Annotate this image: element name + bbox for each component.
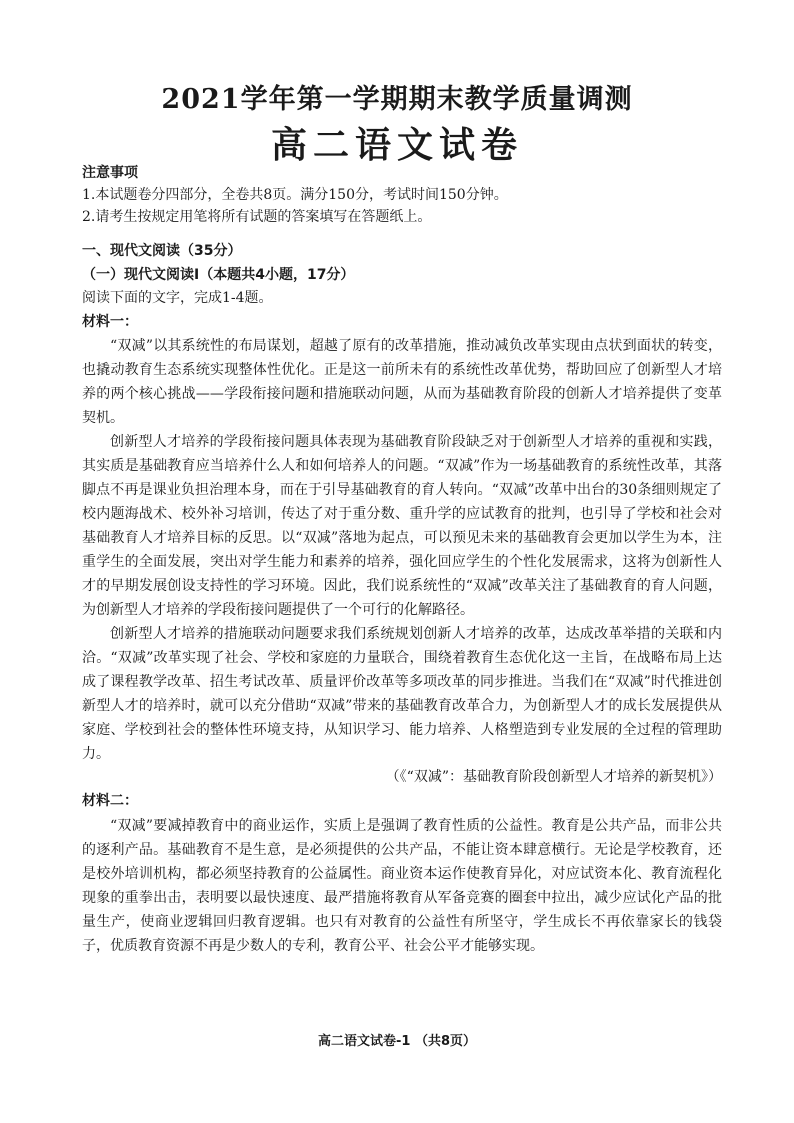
notice-item: 2.请考生按规定用笔将所有试题的答案填写在答题纸上。: [82, 209, 432, 225]
material1-paragraph: 创新型人才培养的学段衔接问题具体表现为基础教育阶段缺乏对于创新型人才培养的重视和实践，其实质是基础教育应当培养什么人和如何培养人的问题。“双减”作为一场基础教育的系统性改革，其落脚点不再是课业负担治理本身，而在于引导基础教育的育人转向。“双减”改革中出台的30条细则规定了校内题海战术、校外补习培训，传达了对于重分数、重升学的应试教育的批判，也引导了学校和社会对基础教育人才培养目标的反思。以“双减”落地为起点，可以预见未来的基础教育会更加以学生为本，注重学生的全面发展，突出对学生能力和素养的培养，强化回应学生的个性化发展需求，这将为创新性人才的早期发展创设支持性的学习环境。因此，我们说系统性的“双减”改革关注了基础教育的育人问题，为创新型人才培养的学段衔接问题提供了一个可行的化解路径。: [82, 434, 722, 619]
material1-paragraph: “双减”以其系统性的布局谋划，超越了原有的改革措施，推动减负改革实现由点状到面状的转变，也撬动教育生态系统实现整体性优化。正是这一前所未有的系统性改革优势，帮助回应了创新型人才培养的两个核心挑战——学段衔接问题和措施联动问题，从而为基础教育阶段的创新人才培养提供了变革契机。: [82, 338, 722, 427]
instruction: 阅读下面的文字，完成1-4题。: [82, 290, 273, 307]
sub-title: （一）现代文阅读Ⅰ（本题共4小题，17分）: [82, 266, 355, 283]
notice-item: 1.本试题卷分四部分，全卷共8页。满分150分，考试时间150分钟。: [82, 187, 508, 203]
notice-heading: 注意事项: [82, 165, 138, 181]
material1-source: （《“双减”：基础教育阶段创新型人才培养的新契机》）: [385, 769, 722, 786]
notice-block: [82, 162, 722, 228]
material2-label: 材料二：: [82, 792, 138, 809]
material1-paragraph: 创新型人才培养的措施联动问题要求我们系统规划创新人才培养的改革，达成改革举措的关联和内洽。“双减”改革实现了社会、学校和家庭的力量联合，围绕着教育生态优化这一主旨，在战略布局上达成了课程教学改革、招生考试改革、质量评价改革等多项改革的同步推进。当我们在“双减”时代推进创新型人才的培养时，就可以充分借助“双减”带来的基础教育改革合力，为创新型人才的成长发展提供从家庭、学校到社会的整体性环境支持，从知识学习、能力培养、人格塑造到专业发展的全过程的管理助力。: [82, 626, 722, 763]
material1-label: 材料一：: [82, 313, 138, 330]
part-title: 一、现代文阅读（35分）: [82, 243, 242, 259]
page-footer: 高二语文试卷-1 （共8页）: [317, 1034, 476, 1049]
material2-paragraph: “双减”要减掉教育中的商业运作，实质上是强调了教育性质的公益性。教育是公共产品，而非公共的逐利产品。基础教育不是生意，是必须提供的公共产品，不能让资本肆意横行。无论是学校教育，还是校外培训机构，都必须坚持教育的公益属性。商业资本运作使教育异化，对应试资本化、教育流程化现象的重拳出击，表明要以最快速度、最严措施将教育从军备竞赛的圈套中拉出，减少应试化产品的批量生产，使商业逻辑回归教育逻辑。也只有对教育的公益性有所坚守，学生成长不再依靠家长的钱袋子，优质教育资源不再是少数人的专利，教育公平、社会公平才能够实现。: [82, 817, 722, 954]
exam-subject-title: 高二语文试卷: [270, 125, 523, 166]
exam-title: 2021学年第一学期期末教学质量调测: [161, 84, 633, 115]
reading-section: [82, 240, 722, 958]
